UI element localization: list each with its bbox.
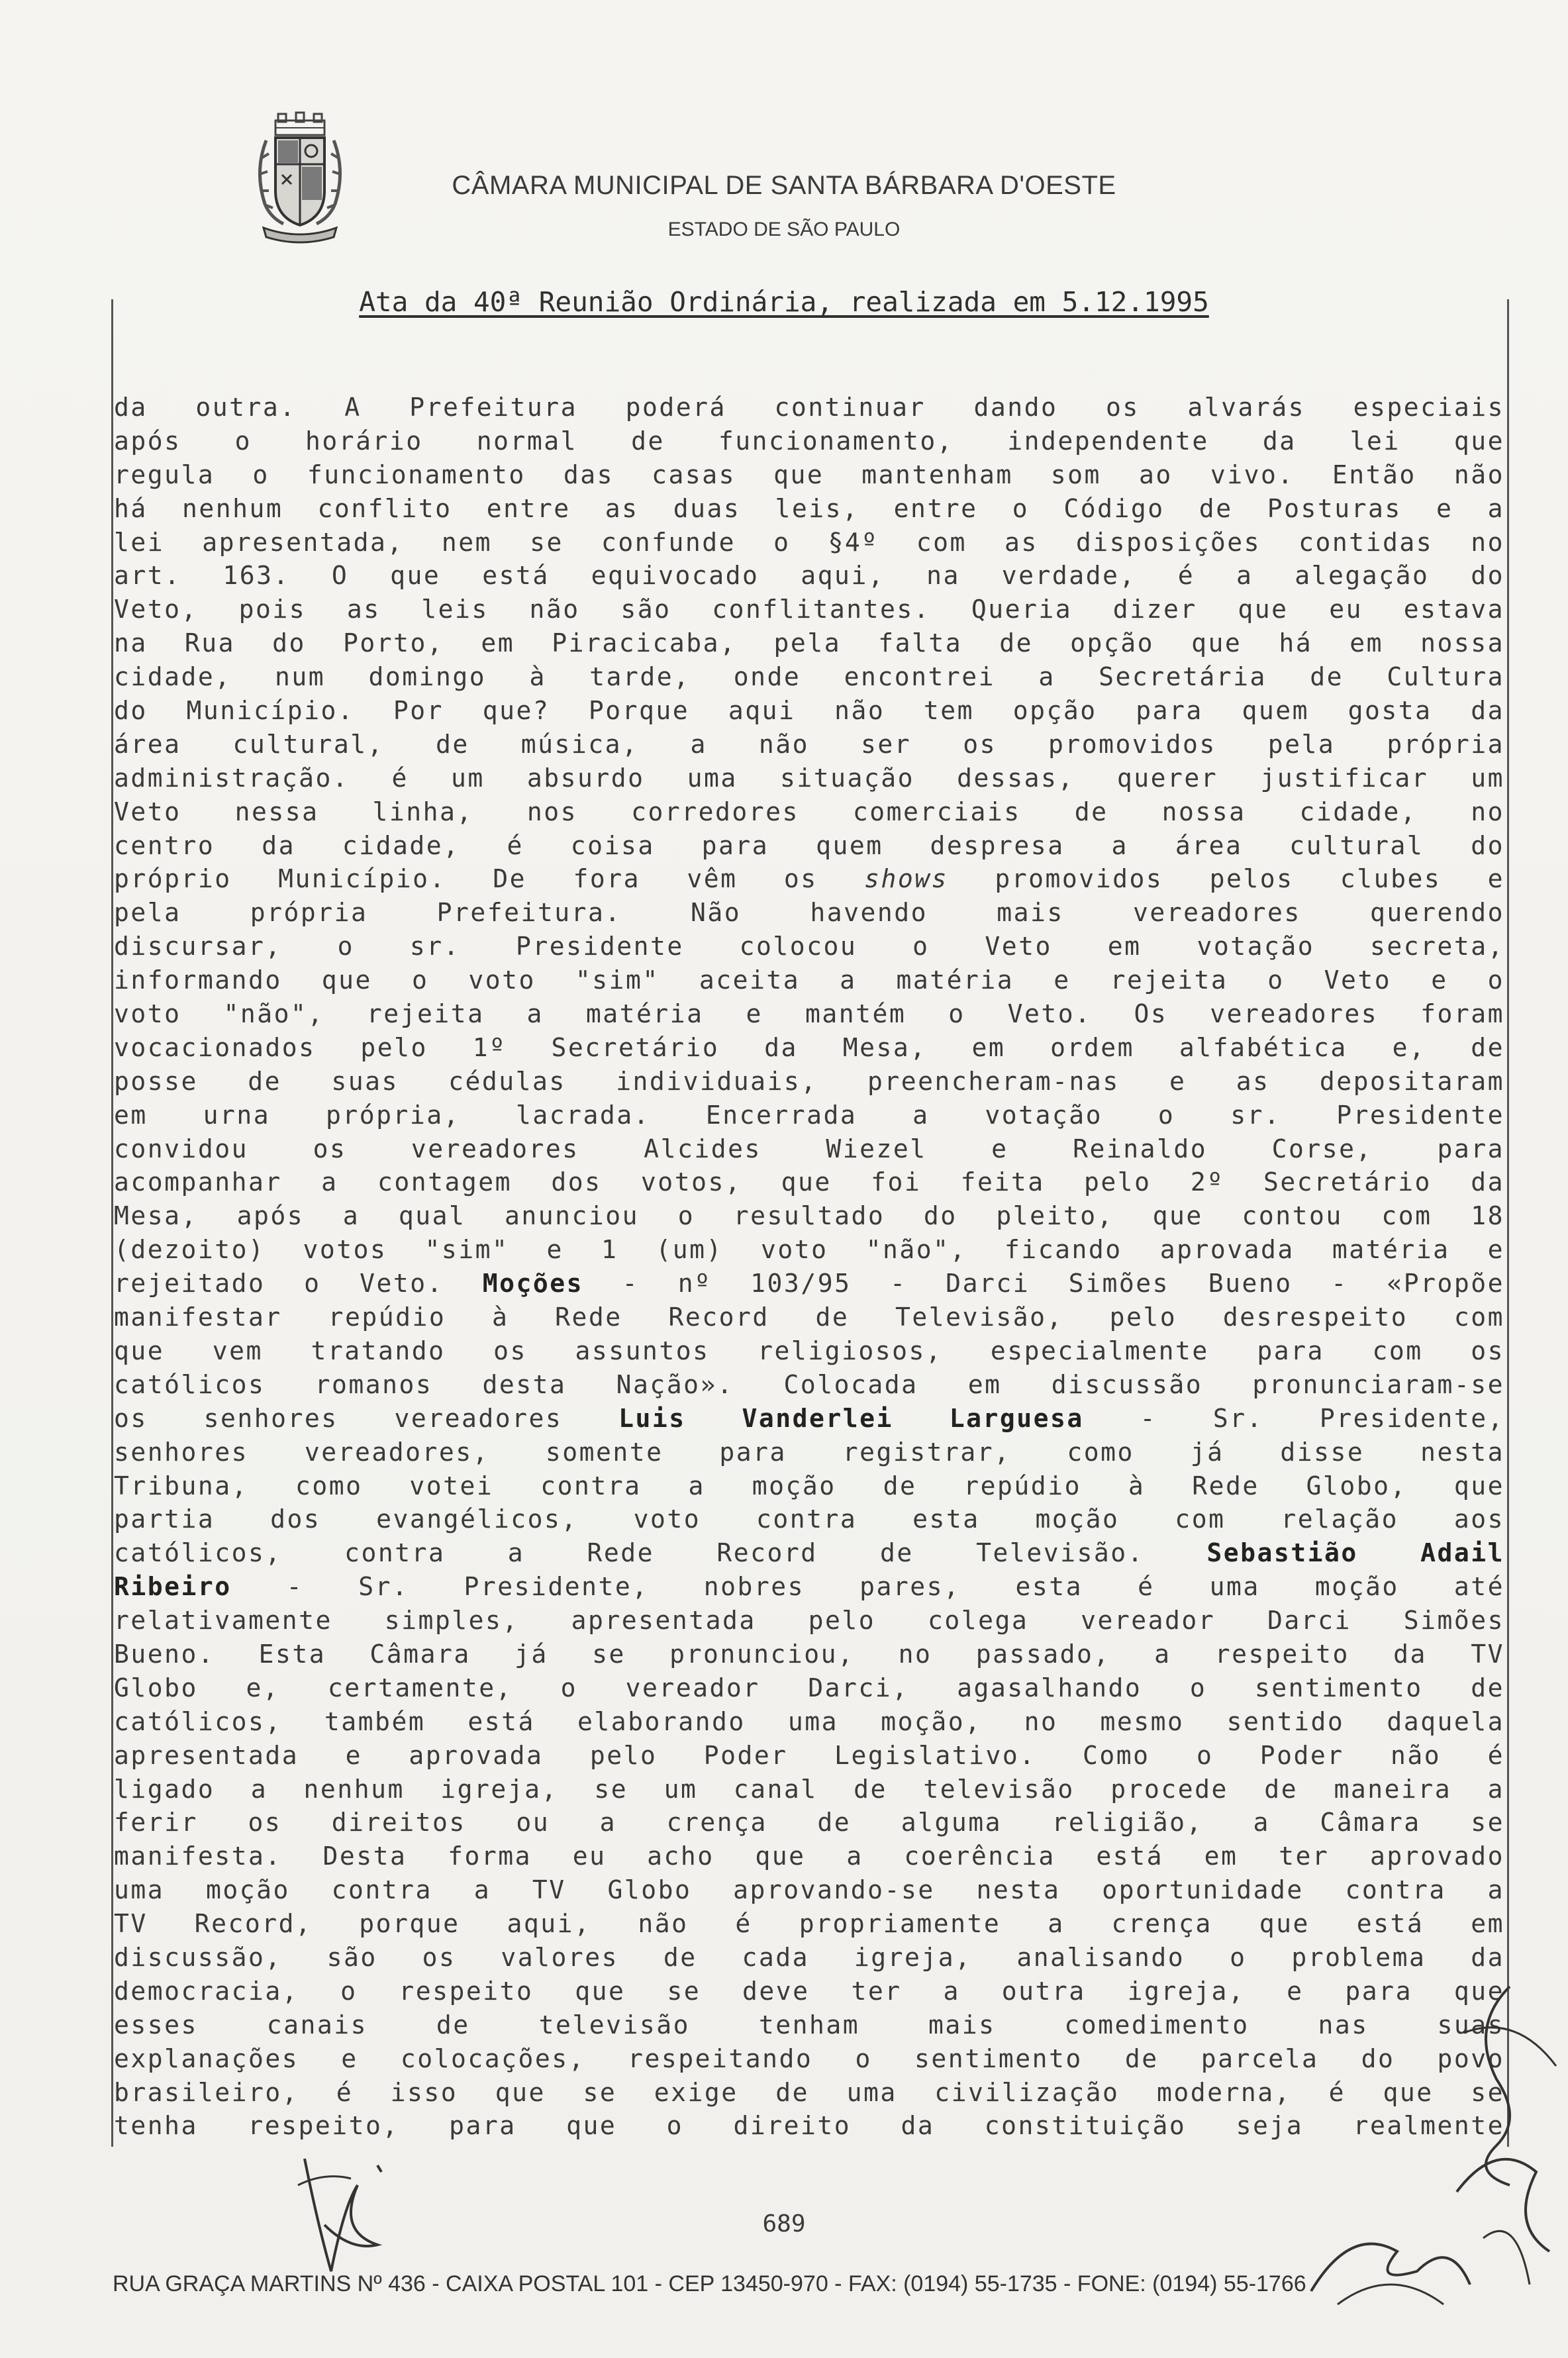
text-line: manifestar repúdio à Rede Record de Televisão, pelo desrespeito com [114,1302,1504,1332]
text-line: partia dos evangélicos, voto contra esta moção com relação aos [114,1504,1504,1534]
text-line: Veto, pois as leis não são conflitantes. Queria dizer que eu estava [114,595,1504,624]
text-line: TV Record, porque aqui, não é propriamente a crença que está em [114,1909,1504,1939]
text-line: administração. é um absurdo uma situação dessas, querer justificar um [114,763,1504,793]
text-line: posse de suas cédulas individuais, preencheram-nas e as depositaram [114,1066,1504,1096]
text-line: vocacionados pelo 1º Secretário da Mesa, em ordem alfabética e, de [114,1032,1504,1062]
text-line: brasileiro, é isso que se exige de uma civilização moderna, é que se [114,2077,1504,2107]
text-line: discursar, o sr. Presidente colocou o Veto em votação secreta, [114,932,1504,961]
text-line: católicos, também está elaborando uma moção, no mesmo sentido daquela [114,1706,1504,1736]
text-line: católicos romanos desta Nação». Colocada em discussão pronunciaram-se [114,1369,1504,1399]
text-line: relativamente simples, apresentada pelo colega vereador Darci Simões [114,1606,1504,1636]
text-line: do Município. Por que? Porque aqui não tem opção para quem gosta da [114,696,1504,726]
text-line: da outra. A Prefeitura poderá continuar dando os alvarás especiais [114,393,1504,422]
text-line: art. 163. O que está equivocado aqui, na verdade, é a alegação do [114,561,1504,591]
text-line: os senhores vereadores Luis Vanderlei Larguesa - Sr. Presidente, [114,1403,1504,1433]
text-line: cidade, num domingo à tarde, onde encontrei a Secretária de Cultura [114,662,1504,692]
left-margin-rule [111,299,113,2147]
text-line: uma moção contra a TV Globo aprovando-se nesta oportunidade contra a [114,1875,1504,1905]
text-line: após o horário normal de funcionamento, independente da lei que [114,426,1504,456]
text-line: católicos, contra a Rede Record de Televisão. Sebastião Adail [114,1538,1504,1568]
text-line: rejeitado o Veto. Moções - nº 103/95 - Darci Simões Bueno - «Propõe [114,1269,1504,1299]
text-line: apresentada e aprovada pelo Poder Legislativo. Como o Poder não é [114,1740,1504,1770]
text-line: voto "não", rejeita a matéria e mantém o Veto. Os vereadores foram [114,999,1504,1029]
text-line: ferir os direitos ou a crença de alguma religião, a Câmara se [114,1808,1504,1838]
text-line: Tribuna, como votei contra a moção de repúdio à Rede Globo, que [114,1471,1504,1500]
right-margin-rule [1507,299,1509,2147]
text-line: Veto nessa linha, nos corredores comerciais de nossa cidade, no [114,797,1504,826]
text-line: esses canais de televisão tenham mais comedimento nas suas [114,2010,1504,2039]
text-line: pela própria Prefeitura. Não havendo mais vereadores querendo [114,898,1504,928]
page-number: 689 [762,2210,806,2237]
minutes-body [114,391,1504,2143]
text-line: Mesa, após a qual anunciou o resultado do pleito, que contou com 18 [114,1201,1504,1231]
text-line: há nenhum conflito entre as duas leis, entre o Código de Posturas e a [114,493,1504,523]
text-line: em urna própria, lacrada. Encerrada a votação o sr. Presidente [114,1100,1504,1130]
text-line: democracia, o respeito que se deve ter a outra igreja, e para que [114,1976,1504,2006]
text-line: Globo e, certamente, o vereador Darci, agasalhando o sentimento de [114,1673,1504,1702]
state-name: ESTADO DE SÃO PAULO [667,219,901,240]
text-line: centro da cidade, é coisa para quem despresa a área cultural do [114,830,1504,860]
text-line: próprio Município. De fora vêm os shows promovidos pelos clubes e [114,864,1504,894]
text-line: regula o funcionamento das casas que mantenham som ao vivo. Então não [114,460,1504,489]
text-line: acompanhar a contagem dos votos, que foi feita pelo 2º Secretário da [114,1167,1504,1197]
text-line: explanações e colocações, respeitando o sentimento de parcela do povo [114,2043,1504,2073]
text-line: convidou os vereadores Alcides Wiezel e Reinaldo Corse, para [114,1134,1504,1163]
text-line: (dezoito) votos "sim" e 1 (um) voto "não", ficando aprovada matéria e [114,1235,1504,1265]
text-line: Ribeiro - Sr. Presidente, nobres pares, esta é uma moção até [114,1572,1504,1602]
institution-name: CÂMARA MUNICIPAL DE SANTA BÁRBARA D'OESTE [452,171,1116,200]
text-line: lei apresentada, nem se confunde o §4º com as disposições contidas no [114,527,1504,557]
text-line: ligado a nenhum igreja, se um canal de televisão procede de maneira a [114,1774,1504,1804]
text-line: tenha respeito, para que o direito da constituição seja realmente [114,2111,1504,2141]
footer-address: RUA GRAÇA MARTINS Nº 436 - CAIXA POSTAL 101 - CEP 13450-970 - FAX: (0194) 55-1735 - FONE: (0194) 55-1766 [113,2271,1306,2296]
text-line: Bueno. Esta Câmara já se pronunciou, no passado, a respeito da TV [114,1639,1504,1669]
text-line: área cultural, de música, a não ser os promovidos pela própria [114,729,1504,759]
text-line: na Rua do Porto, em Piracicaba, pela falta de opção que há em nossa [114,628,1504,658]
text-line: que vem tratando os assuntos religiosos, especialmente para com os [114,1336,1504,1365]
text-line: manifesta. Desta forma eu acho que a coerência está em ter aprovado [114,1842,1504,1871]
document-title: Ata da 40ª Reunião Ordinária, realizada em 5.12.1995 [359,286,1209,318]
text-line: senhores vereadores, somente para registrar, como já disse nesta [114,1437,1504,1467]
text-line: discussão, são os valores de cada igreja, analisando o problema da [114,1942,1504,1972]
text-line: informando que o voto "sim" aceita a matéria e rejeita o Veto e o [114,965,1504,995]
